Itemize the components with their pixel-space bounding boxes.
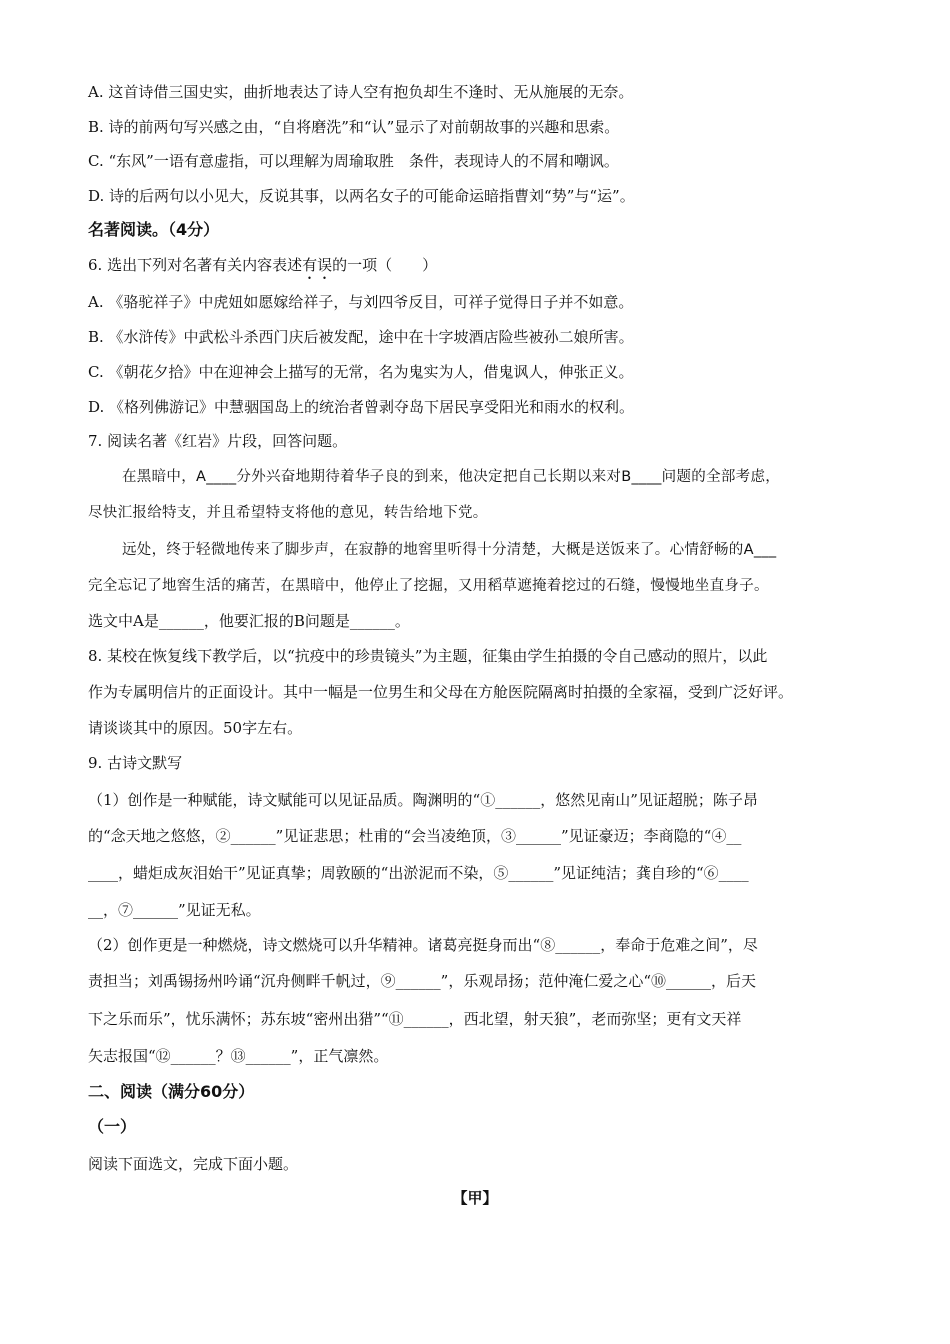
q8-line: 作为专属明信片的正面设计。其中一幅是一位男生和父母在方舱医院隔离时拍摄的全家福，受到广泛好评。 [88, 683, 794, 701]
q7-passage-line: 尽快汇报给特支，并且希望特支将他的意见，转告给地下党。 [88, 505, 488, 521]
q6-stem-emphasis: 有误 [302, 256, 333, 274]
q9-stem: 9. 古诗文默写 [88, 754, 183, 772]
q6-option-b: B. 《水浒传》中武松斗杀西门庆后被发配，途中在十字坡酒店险些被孙二娘所害。 [88, 328, 634, 346]
q7-passage-line: 远处，终于轻微地传来了脚步声，在寂静的地窖里听得十分清楚，大概是送饭来了。心情舒畅的A___ [122, 542, 777, 558]
q7-question: 选文中A是______，他要汇报的B问题是______。 [88, 612, 410, 630]
q8-line: 8. 某校在恢复线下教学后，以“抗疫中的珍贵镜头”为主题，征集由学生拍摄的令自己感动的照片，以此 [88, 647, 768, 665]
q6-stem [88, 255, 878, 275]
q7-stem: 7. 阅读名著《红岩》片段，回答问题。 [88, 432, 348, 450]
q9-line: 矢志报国“⑫______？⑬______”，正气凛然。 [88, 1047, 389, 1065]
q7-passage-line: 在黑暗中，A____分外兴奋地期待着华子良的到来，他决定把自己长期以来对B____问题的全部考虑， [122, 469, 781, 485]
q9-line: （1）创作是一种赋能，诗文赋能可以见证品质。陶渊明的“①______，悠然见南山”见证超脱；陈子昂 [88, 791, 758, 809]
q6-stem-suffix: 的一项（ ） [332, 256, 438, 274]
q5-option-d: D. 诗的后两句以小见大，反说其事，以两名女子的可能命运暗指曹刘“势”与“运”。 [88, 187, 635, 205]
q6-option-c: C. 《朝花夕拾》中在迎神会上描写的无常，名为鬼实为人，借鬼讽人，伸张正义。 [88, 363, 634, 381]
q9-line: 责担当；刘禹锡扬州吟诵“沉舟侧畔千帆过，⑨______”，乐观昂扬；范仲淹仁爱之心“⑩______，后天 [88, 972, 757, 990]
q6-option-d: D. 《格列佛游记》中慧骃国岛上的统治者曾剥夺岛下居民享受阳光和雨水的权利。 [88, 398, 635, 416]
q7-passage-line: 完全忘记了地窖生活的痛苦，在黑暗中，他停止了挖掘，又用稻草遮掩着挖过的石缝，慢慢地坐直身子。 [88, 578, 769, 594]
section-heading-mingzhu: 名著阅读。（4分） [88, 220, 220, 239]
section-heading-reading: 二、阅读（满分60分） [88, 1082, 255, 1101]
q5-option-c: C. “东风”一语有意虚指，可以理解为周瑜取胜 条件，表现诗人的不屑和嘲讽。 [88, 152, 619, 170]
q9-line: （2）创作更是一种燃烧，诗文燃烧可以升华精神。诸葛亮挺身而出“⑧______，奉命于危难之间”，尽 [88, 936, 758, 954]
q8-line: 请谈谈其中的原因。50字左右。 [88, 719, 303, 737]
q9-line: ____，蜡炬成灰泪始干”见证真挚；周敦颐的“出淤泥而不染，⑤______”见证纯洁；龚自珍的“⑥____ [88, 864, 749, 882]
q9-line: 下之乐而乐”，忧乐满怀；苏东坡“密州出猎”“⑪______，西北望，射天狼”，老而弥坚；更有文天祥 [88, 1010, 742, 1028]
q9-line: __，⑦______”见证无私。 [88, 901, 261, 919]
q6-option-a: A. 《骆驼祥子》中虎妞如愿嫁给祥子，与刘四爷反目，可祥子觉得日子并不如意。 [88, 293, 634, 311]
q5-option-b: B. 诗的前两句写兴感之由，“自将磨洗”和“认”显示了对前朝故事的兴趣和思索。 [88, 118, 620, 136]
q9-line: 的“念天地之悠悠，②______”见证悲思；杜甫的“会当凌绝顶，③______”见证豪迈；李商隐的“④__ [88, 827, 742, 845]
passage-label-jia: 【甲】 [452, 1189, 498, 1207]
subsection-heading: （一） [88, 1117, 137, 1136]
q5-option-a: A. 这首诗借三国史实，曲折地表达了诗人空有抱负却生不逢时、无从施展的无奈。 [88, 83, 634, 101]
reading-instruction: 阅读下面选文，完成下面小题。 [88, 1155, 299, 1173]
q6-stem-prefix: 6. 选出下列对名著有关内容表述 [88, 256, 303, 274]
